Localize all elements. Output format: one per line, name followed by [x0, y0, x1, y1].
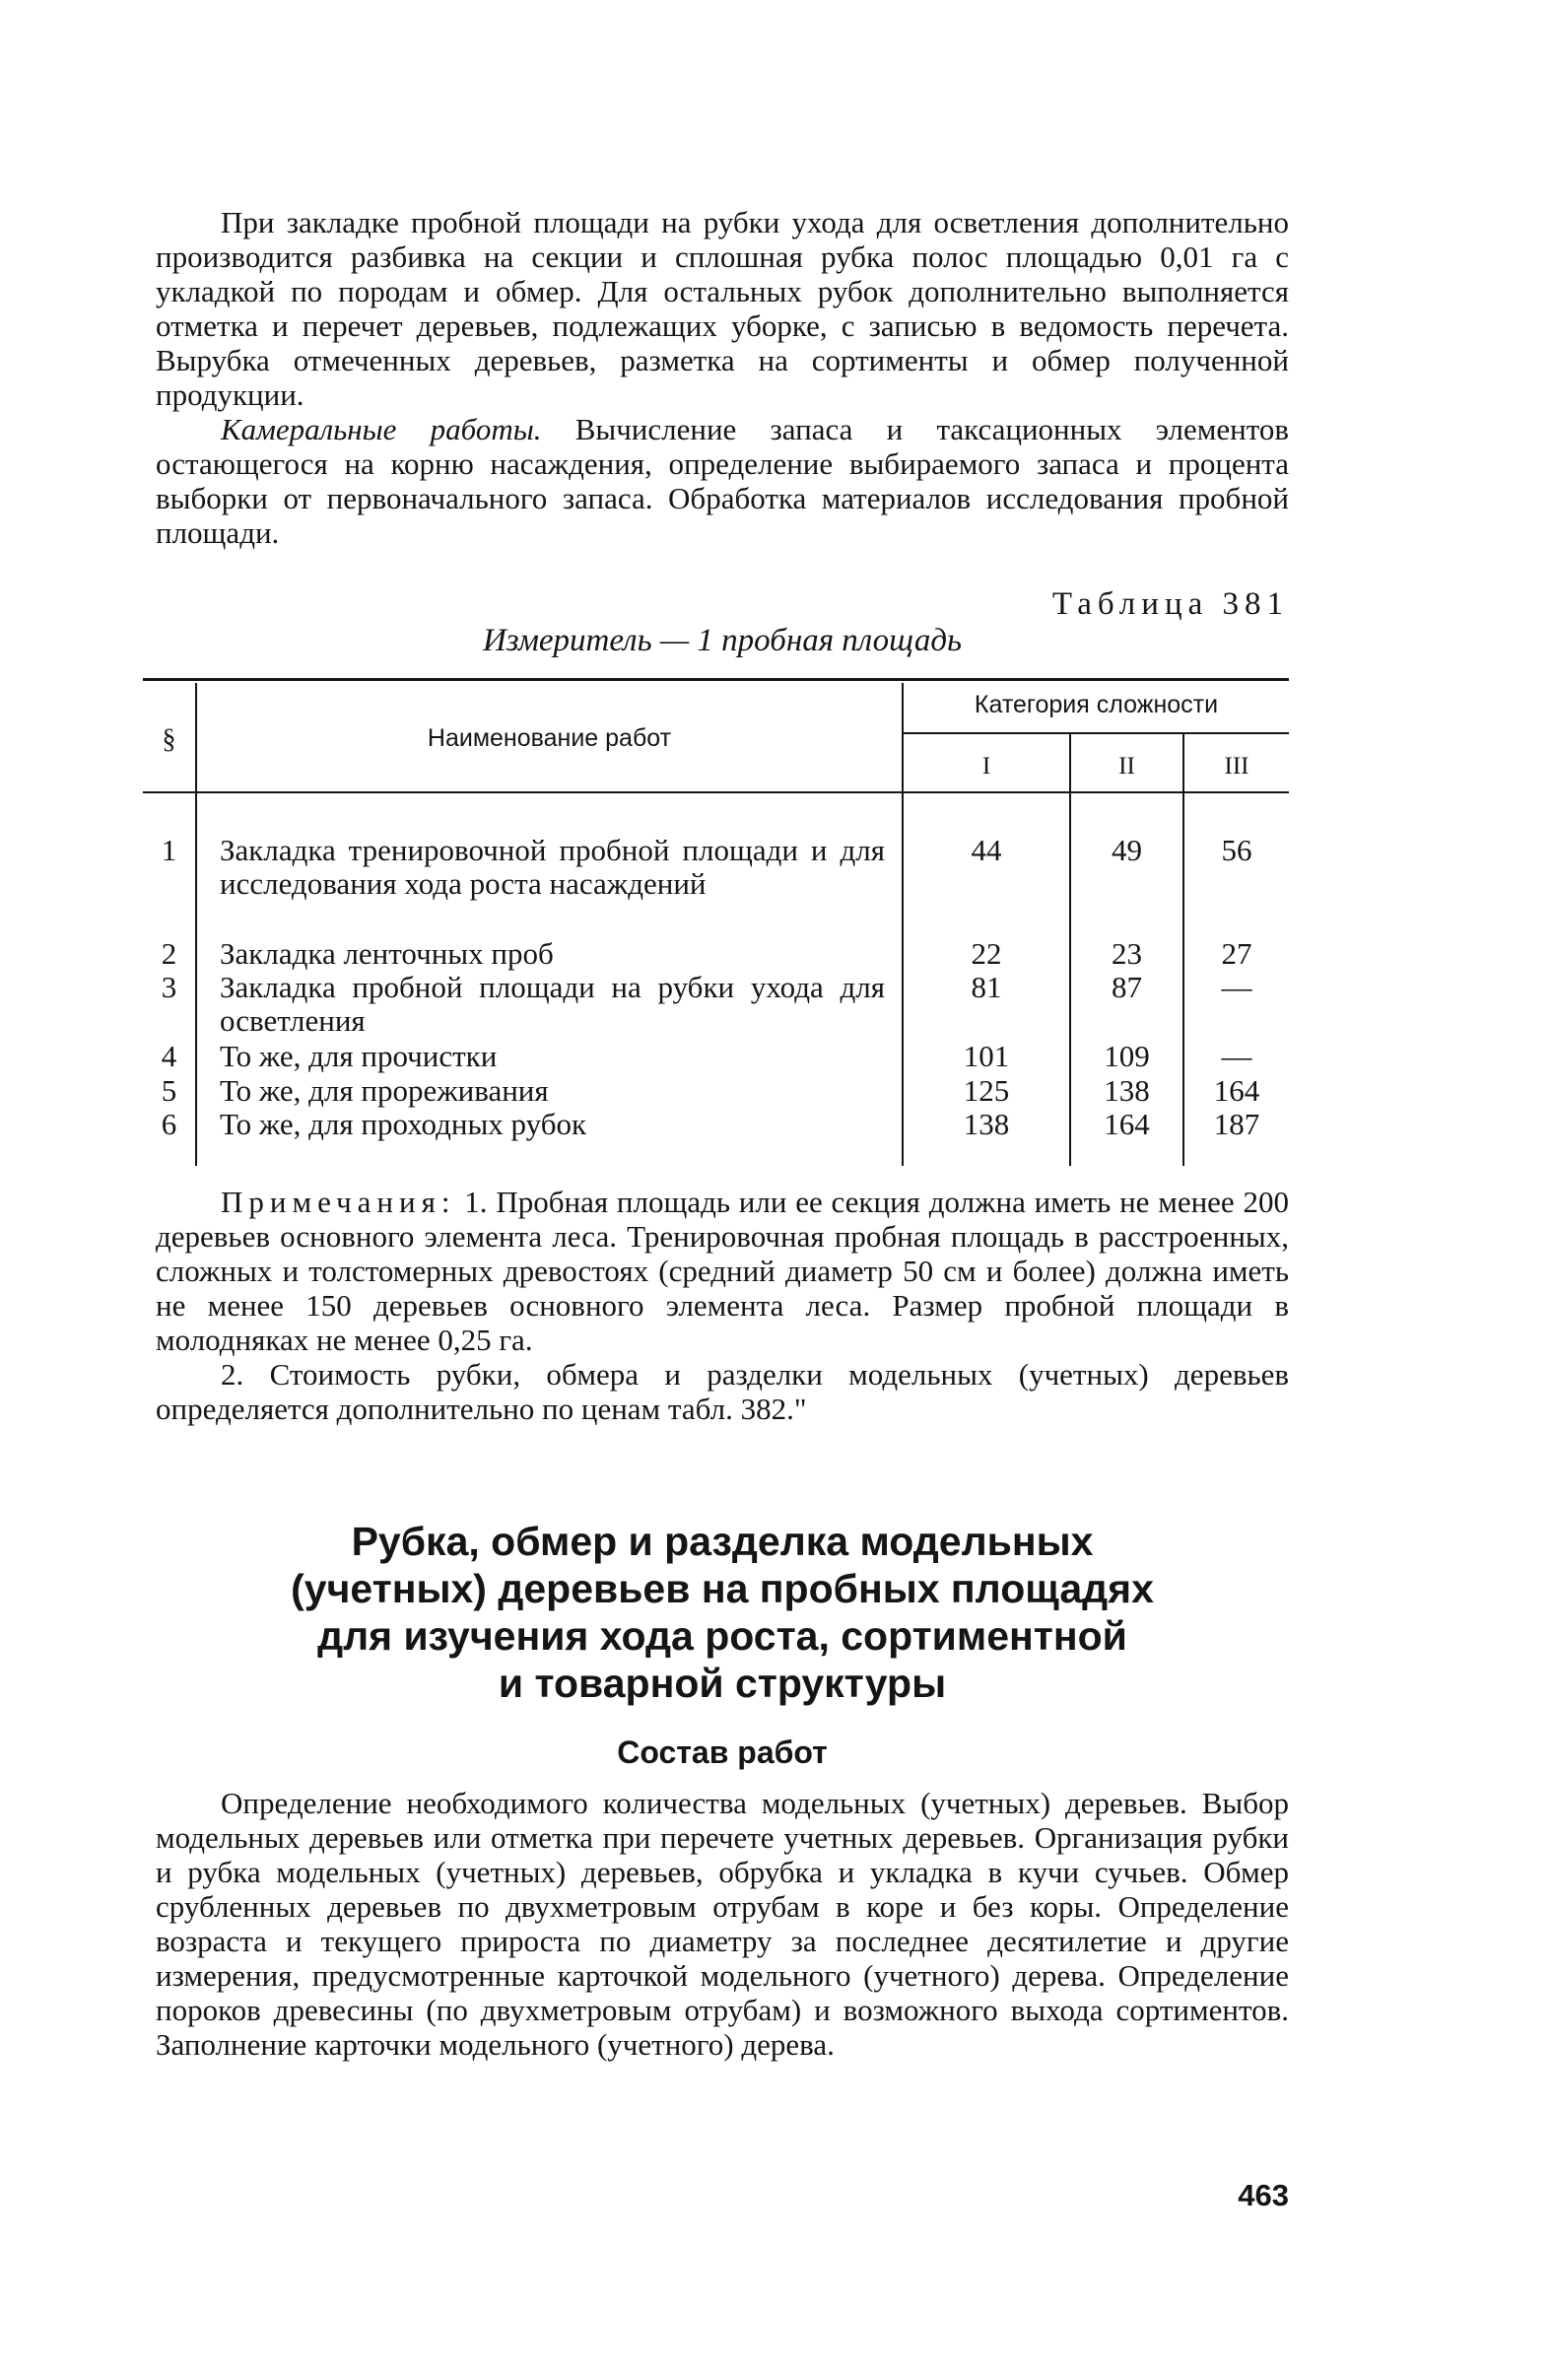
row-5-name: То же, для прореживания [220, 1073, 549, 1108]
office-work-text: Вычисление запаса и таксационных элементов остающегося на корню насаждения, определение выбираемого запаса и процента выборки от первоначального запаса. Обработка материалов исследования пробной площади. [156, 412, 1289, 550]
note-1-text: 1. Пробная площадь или ее секция должна иметь не менее 200 деревьев основного элемента леса. Тренировочная пробная площадь в расстроенных, сложных и толстомерных древостоях (средний диаметр 50 см и более) должна иметь не менее 150 деревьев основного элемента леса. Размер пробной площади в молодняках не менее 0,25 га. [156, 1185, 1289, 1357]
table-top-rule [143, 678, 1289, 681]
row-1-cat-iii: 56 [1221, 833, 1252, 867]
row-6-name: То же, для проходных рубок [220, 1107, 587, 1141]
table-measure: Измеритель — 1 пробная площадь [482, 623, 963, 658]
page-number: 463 [1238, 2178, 1289, 2212]
work-composition [156, 1786, 1289, 2062]
row-4-cat-i: 101 [963, 1039, 1010, 1073]
row-5-cat-i: 125 [963, 1073, 1010, 1108]
section-heading [156, 1518, 1289, 1707]
header-category-i: I [981, 753, 991, 780]
row-5-cat-iii: 164 [1213, 1073, 1260, 1108]
row-4-name: То же, для прочистки [220, 1039, 498, 1073]
row-5-number: 5 [161, 1073, 177, 1108]
row-5-cat-ii: 138 [1104, 1073, 1150, 1108]
header-bottom-rule [143, 791, 1289, 793]
row-2-name: Закладка ленточных проб [220, 936, 554, 971]
row-2-cat-ii: 23 [1112, 936, 1142, 971]
intro-text [156, 205, 1289, 550]
row-2-number: 2 [161, 936, 177, 971]
table-label: Таблица 381 [1051, 586, 1289, 622]
row-4-cat-iii: — [1221, 1039, 1252, 1073]
row-6-cat-ii: 164 [1104, 1107, 1150, 1141]
row-3-name: Закладка пробной площади на рубки ухода для осветления [220, 970, 885, 1038]
table-notes [156, 1185, 1289, 1426]
row-3-cat-iii: — [1221, 970, 1252, 1004]
header-category-ii: II [1118, 753, 1135, 780]
header-category-iii: III [1224, 753, 1249, 780]
row-3-number: 3 [161, 970, 177, 1004]
row-1-cat-ii: 49 [1112, 833, 1142, 867]
notes-lead: Примечания: [221, 1185, 456, 1219]
header-section-sign: § [162, 724, 176, 755]
header-work-name: Наименование работ [427, 724, 672, 752]
row-4-number: 4 [161, 1039, 177, 1073]
work-table [143, 678, 1289, 1171]
row-6-cat-iii: 187 [1213, 1107, 1260, 1141]
section-heading-line: Рубка, обмер и разделка модельных [351, 1519, 1094, 1564]
section-heading-line: для изучения хода роста, сортиментной [317, 1613, 1127, 1659]
table-col-rule [195, 683, 197, 1166]
row-3-cat-ii: 87 [1112, 970, 1142, 1004]
office-work-lead: Камеральные работы. [221, 412, 542, 446]
note-1 [156, 1185, 1289, 1357]
section-heading-line: и товарной структуры [498, 1661, 947, 1706]
section-heading-line: (учетных) деревьев на пробных площадях [291, 1566, 1154, 1611]
intro-paragraph: При закладке пробной площади на рубки ухода для осветления дополнительно производится разбивка на секции и сплошная рубка полос площадью 0,01 га с укладкой по породам и обмер. Для остальных рубок дополнительно выполняется отметка и перечет деревьев, подлежащих уборке, с записью в ведомость перечета. Вырубка отмеченных деревьев, разметка на сортименты и обмер полученной продукции. [156, 205, 1289, 412]
work-composition-paragraph: Определение необходимого количества модельных (учетных) деревьев. Выбор модельных деревьев или отметка при перечете учетных деревьев. Организация рубки и рубка модельных (учетных) деревьев, обрубка и укладка в кучи сучьев. Обмер срубленных деревьев по двухметровым отрубам в коре и без коры. Определение возраста и текущего прироста по диаметру за последнее десятилетие и другие измерения, предусмотренные карточкой модельного (учетного) дерева. Определение пороков древесины (по двухметровым отрубам) и возможного выхода сортиментов. Заполнение карточки модельного (учетного) дерева. [156, 1786, 1289, 2062]
row-2-cat-iii: 27 [1221, 936, 1252, 971]
row-2-cat-i: 22 [971, 936, 1002, 971]
row-4-cat-ii: 109 [1104, 1039, 1150, 1073]
row-6-number: 6 [161, 1107, 177, 1141]
row-1-number: 1 [161, 833, 177, 867]
row-3-cat-i: 81 [971, 970, 1002, 1004]
header-category: Категория сложности [974, 691, 1219, 718]
note-2: 2. Стоимость рубки, обмера и разделки модельных (учетных) деревьев определяется дополнительно по ценам табл. 382." [156, 1357, 1289, 1426]
section-subheading: Состав работ [617, 1734, 828, 1770]
row-6-cat-i: 138 [963, 1107, 1010, 1141]
office-work-paragraph [156, 412, 1289, 550]
row-1-cat-i: 44 [971, 833, 1002, 867]
category-rule [904, 732, 1289, 734]
row-1-name: Закладка тренировочной пробной площади и для исследования хода роста насаждений [220, 833, 885, 901]
